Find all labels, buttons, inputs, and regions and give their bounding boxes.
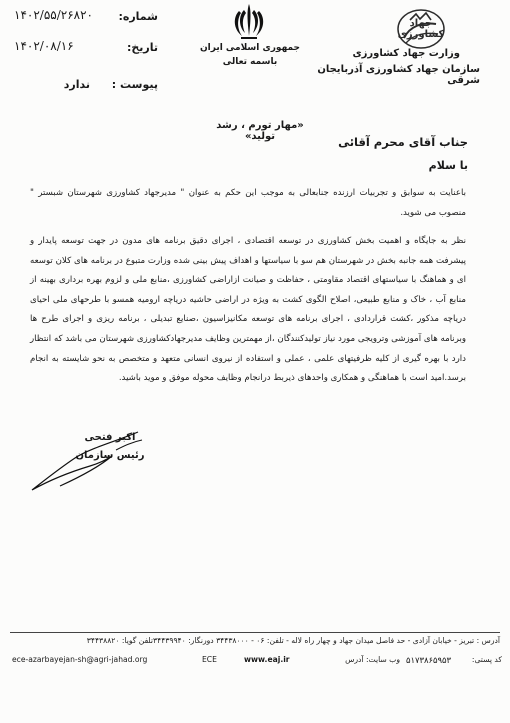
motto: «مهار تورم ، رشد تولید» (216, 120, 304, 142)
signer-title: رئیس سازمان (75, 450, 145, 461)
footer-website-label: وب سایت: آدرس (345, 655, 400, 664)
iran-emblem-icon (232, 2, 266, 42)
date-value: ۱۴۰۲/۰۸/۱۶ (14, 39, 74, 53)
number-value: ۱۴۰۲/۵۵/۲۶۸۲۰ (14, 8, 93, 22)
paragraph-1: باعنایت به سوابق و تجربیات ارزنده جنابعالی به موجب این حکم به عنوان " مدیرجهاد کشاورزی شهرستان شبستر " منصوب می شوید. (30, 188, 466, 218)
addressee: جناب آقای محرم آقائی (338, 135, 468, 149)
logo-text: جهاد کشاورزی (397, 18, 445, 40)
invocation-text: باسمه تعالی (222, 57, 278, 67)
footer-email[interactable]: ece-azarbayejan-sh@agri-jahad.org (12, 655, 148, 664)
date-label: تاریخ: (126, 41, 158, 54)
footer-address: آدرس : تبریز - خیابان آزادی - حد فاصل میدان جهاد و چهار راه لاله - تلفن: ۰۶ - ۳۴۴۳۸۰۰۰ دورنگار: ۳۴۴۳۹۹۴۰تلفن گویا: ۳۴۴۳۸۸۲۰ (86, 636, 500, 645)
signer-name: اکبر فتحی (84, 432, 136, 443)
attachment-label: پیوست : (111, 78, 158, 91)
footer-postal-label: کد پستی: (471, 655, 502, 664)
paragraph-2: نظر به جایگاه و اهمیت بخش کشاورزی در توسعه اقتصادی ، اجرای دقیق برنامه های مدون در جهت توسعه پایدار و پیشرفت همه جانبه بخش در شهرستان هم سو با سیاستها و اهداف پیش بینی شده وزارت متبوع در برنامه های کلان توسعه ای و هماهنگ با سیاستهای اقتصاد مقاومتی ، حفاظت و صیانت ازاراضی کشاورزی ،منابع ملی و لزوم بهره برداری بهینه از منابع آب ، خاک و منابع طبیعی، اصلاح الگوی کشت به ویژه در اراضی حاشیه دریاچه ارومیه همسو با طرحهای ملی احیای دریاچه مذکور ،کشت قراردادی ، اجرای برنامه های توسعه مکانیزاسیون ،صنایع تبدیلی ، برنامه ریزی و اجرای طرح ها وبرنامه های آموزشی وترویجی مورد نیاز تولیدکنندگان ،از مهمترین وظایف مدیرجهادکشاورزی شهرستان می باشد که انتظار دارد با بهره گیری از کلیه ظرفیتهای علمی ، عملی و استفاده از نیروی انسانی متعهد و متخصص به نحو شایسته به انجام برسد.امید است با هماهنگی و همکاری واحدهای ذیربط درانجام وظایف محوله موفق و موید باشید. (30, 236, 466, 384)
ministry-name: وزارت جهاد کشاورزی (352, 48, 460, 59)
signature-icon (20, 420, 150, 500)
footer-divider (10, 632, 500, 633)
footer-email-label: ECE (202, 655, 217, 664)
republic-text: جمهوری اسلامی ایران (199, 43, 301, 53)
number-label: شماره: (118, 10, 158, 23)
greeting: با سلام (428, 159, 468, 172)
footer-postal-code: ۵۱۷۳۸۶۵۹۵۳ (406, 655, 451, 665)
organization-name: سازمان جهاد کشاورزی آذربایجان شرقی (317, 64, 480, 86)
attachment-value: ندارد (63, 78, 90, 91)
footer-website[interactable]: www.eaj.ir (244, 655, 290, 664)
